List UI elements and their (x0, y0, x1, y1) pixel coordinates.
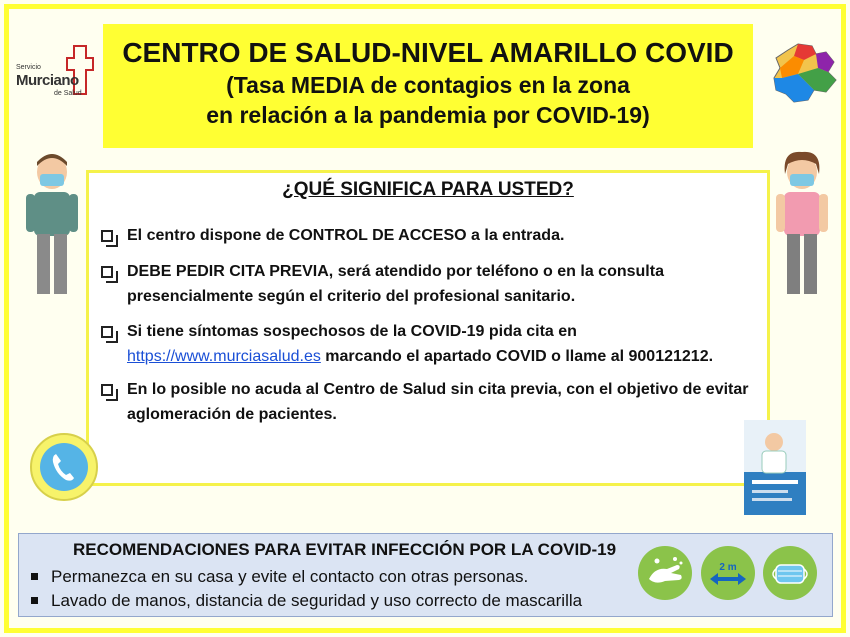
man-with-mask-icon (22, 150, 82, 300)
logo-line1: Servicio (16, 64, 41, 71)
list-item (99, 377, 755, 427)
list-item (99, 223, 755, 248)
map-icon (768, 40, 840, 110)
recommendations-list (29, 565, 582, 613)
checkbox-icon (101, 384, 113, 396)
info-panel (86, 170, 770, 486)
list-item (99, 319, 755, 369)
item-text: El centro dispone de CONTROL DE ACCESO a la entrada. (127, 227, 565, 244)
distance-label: 2 m (719, 562, 737, 573)
mask-icon (762, 545, 818, 601)
phone-icon (28, 432, 100, 502)
header-banner (103, 24, 753, 148)
woman-with-mask-icon (772, 150, 832, 300)
murciasalud-link[interactable]: https://www.murciasalud.es (127, 348, 321, 365)
checkbox-icon (101, 326, 113, 338)
handwash-icon (637, 545, 693, 601)
item-text: DEBE PEDIR CITA PREVIA, será atendido por teléfono o en la consulta presencialmente según el criterio del profesional sanitario. (127, 263, 664, 305)
recommendations-title: RECOMENDACIONES PARA EVITAR INFECCIÓN POR LA COVID-19 (73, 540, 617, 559)
distance-icon (700, 545, 756, 601)
logo-line3: de Salud (54, 90, 82, 97)
item-text-before: Si tiene síntomas sospechosos de la COVID-19 pida cita en (127, 323, 577, 340)
item-text-after: marcando el apartado COVID o llame al 900121212. (320, 348, 714, 365)
subtitle-line1: (Tasa MEDIA de contagios en la zona (226, 72, 630, 98)
list-item: Permanezca en su casa y evite el contacto con otras personas. (29, 565, 582, 589)
subtitle-line2: en relación a la pandemia por COVID-19) (206, 102, 650, 128)
page-title: CENTRO DE SALUD-NIVEL AMARILLO COVID (122, 37, 734, 68)
logo-line2: Murciano (16, 72, 79, 89)
item-text: En lo posible no acuda al Centro de Salud sin cita previa, con el objetivo de evitar aglomeración de pacientes. (127, 381, 749, 423)
info-title: ¿QUÉ SIGNIFICA PARA USTED? (282, 179, 574, 200)
list-item (99, 259, 755, 309)
checkbox-icon (101, 266, 113, 278)
info-list (99, 221, 755, 427)
poster-image (744, 420, 806, 515)
logo-servicio-murciano-salud (14, 42, 94, 100)
checkbox-icon (101, 230, 113, 242)
list-item: Lavado de manos, distancia de seguridad y uso correcto de mascarilla (29, 589, 582, 613)
